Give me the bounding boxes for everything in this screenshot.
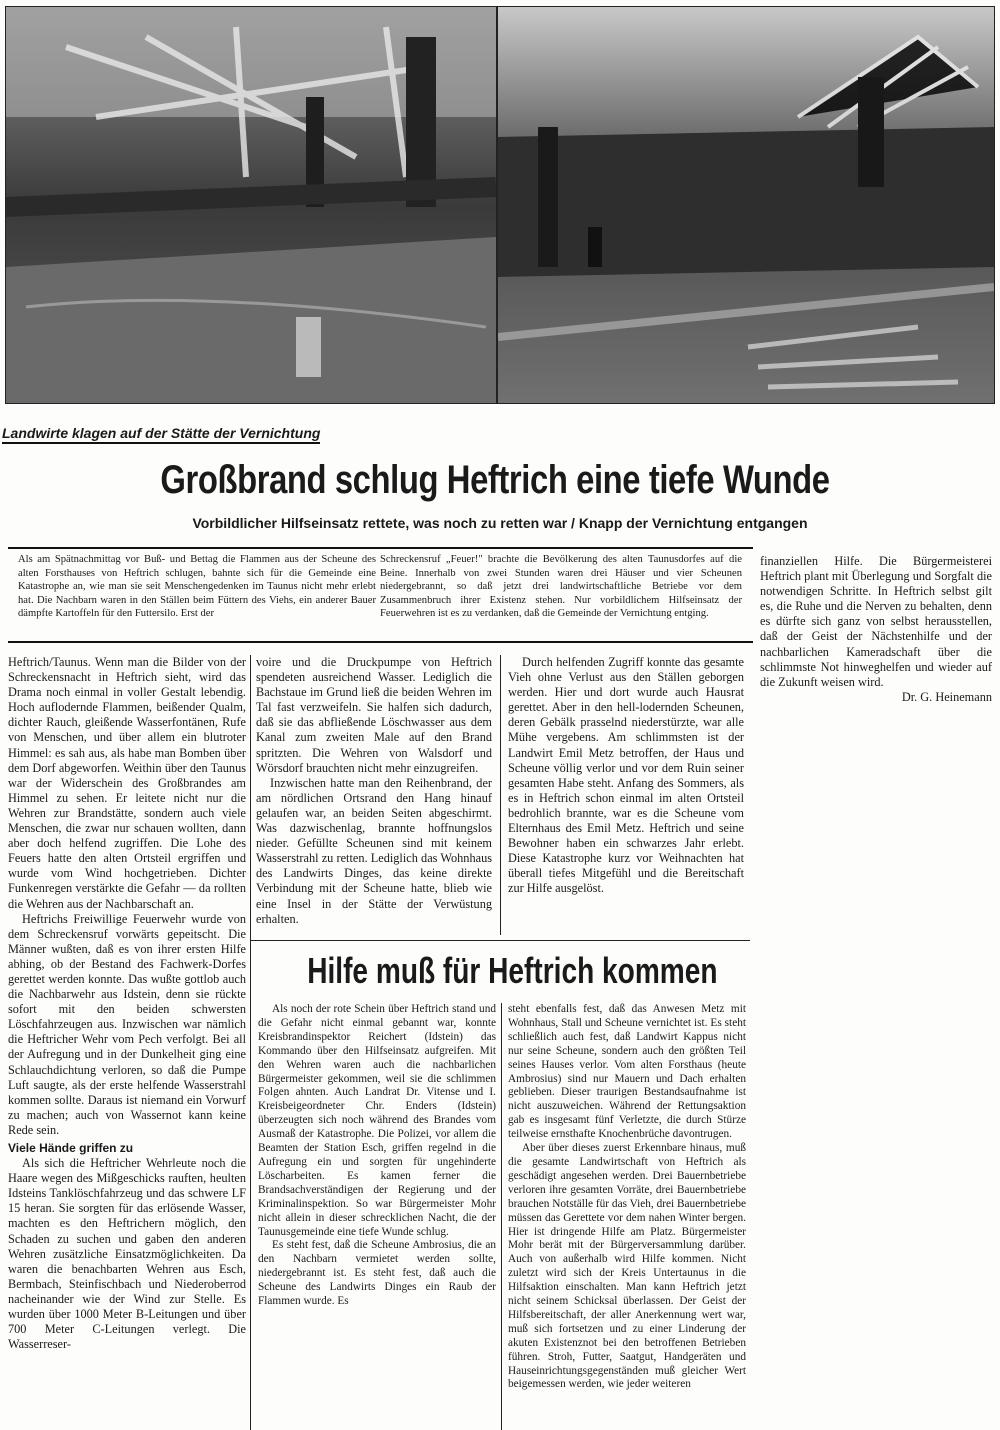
article1-col2-paragraph-2: Inzwischen hatte man den Reihenbrand, der am nördlichen Ortsrand den Hang hinauf gelaufen war, an beiden Seiten abgeschirmt. Was dazwischenlag, brannte hoffnungslos nieder. Gefüllte Scheunen sind mit keinem Wasserstrahl zu retten. Lediglich das Wohnhaus des Landwirts Dinges, das keine direkte Verbindung mit der Scheune hatte, blieb wie eine Insel in der Stätte der Verwüstung erhalten.	[256, 775, 492, 926]
column-rule-2	[500, 655, 501, 935]
article2-col2-paragraph-2: Aber über dieses zuerst Erkennbare hinaus, muß die gesamte Landwirtschaft von Heftrich als geschädigt angesehen werden. Drei Bauernbetriebe verloren ihre gesamten Vorräte, drei Bauernbetriebe brauchen Notställe für das Vieh, drei Bauernbetriebe müssen das Gerettete vor dem nahen Winter bergen. Hier ist dringende Hilfe am Platz. Bürgermeister Mohr berät mit der Bürgerversammlung darüber. Auch von außerhalb wird Hilfe kommen. Nicht zuletzt wird sich der Kreis Untertaunus in die Hilfsaktion einschalten. Man kann Heftrich jetzt nicht seinem Schicksal überlassen. Der Geist der Hilfsbereitschaft, der aller Anerkennung wert war, muß sich fortsetzen und zu einer Linderung der akuten Existenznot bei den betroffenen Betrieben führen. Stroh, Futter, Saatgut, Handgeräten und Hauseinrichtungsgegenständen muß gleicher Wert beigemessen werden, wie jeder weiteren	[508, 1142, 746, 1391]
article2-col1-paragraph-2: Es steht fest, daß die Scheune Ambrosius, die an den Nachbarn vermietet werden sollte, niedergebrannt ist. Es steht fest, daß auch die Scheune des Landwirts Dinges ein Raub der Flammen wurde. Es	[258, 1239, 496, 1308]
lead-column-2: Schreckensruf „Feuer!" brachte die Bevölkerung des alten Taunusdorfes auf die Beine. Innerhalb von zwei Stunden waren drei Häuser und vier Scheunen niedergebrannt, so daß jetzt drei landwirtschaftliche Betriebe vor dem Zusammenbruch ihrer Existenz stehen. Nur vorbildlichem Hilfseinsatz der Feuerwehren ist es zu verdanken, daß die Gemeinde der Vernichtung entging.	[380, 554, 742, 620]
page-headline: Großbrand schlug Heftrich eine tiefe Wunde	[160, 458, 830, 502]
column-rule-1	[250, 655, 251, 1430]
fire-ruins-photo-right	[497, 6, 995, 404]
right-column	[760, 554, 992, 705]
photo-right-image	[498, 7, 994, 403]
article2-headline: Hilfe muß für Heftrich kommen	[307, 950, 718, 991]
article1-col3-paragraph-1: Durch helfenden Zugriff konnte das gesamte Vieh ohne Verlust aus den Ställen geborgen werden. Hier und dort wurde auch Hausrat gerettet. Aber in den hell-lodernden Scheunen, deren Gebälk prasselnd niederstürzte, war alle Mühe vergebens. Am schlimmsten ist der Landwirt Emil Metz betroffen, der Haus und Scheune völlig verlor und vor dem Ruin seiner gesamten Habe steht. Anfang des Sommers, als es in Heftrich schon einmal im alten Ortsteil bedrohlich brannte, war es die Scheune vom Elternhaus des Emil Metz. Heftrich und seine Bewohner haben ein schwarzes Jahr erlebt. Diese Katastrophe kurz vor Weihnachten hat überall tiefes Mitgefühl und die Bereitschaft zur Hilfe ausgelöst.	[508, 655, 744, 896]
kicker-line: Landwirte klagen auf der Stätte der Vernichtung	[2, 425, 320, 444]
article1-col2-paragraph-1: voire und die Druckpumpe von Heftrich spendeten ausreichend Wasser. Lediglich die Bachstaue im Grund ließ die beiden Wehren im Tal fast verzweifeln. Sie halfen sich dadurch, daß sie das abfließende Löschwasser aus dem Kanal zum zweiten Male auf den Brand spritzten. Die Wehren von Walsdorf und Wörsdorf brauchten nicht mehr einzugreifen.	[256, 655, 492, 775]
column-rule-3	[501, 1003, 502, 1430]
article2-col2-paragraph-1: steht ebenfalls fest, daß das Anwesen Metz mit Wohnhaus, Stall und Scheune vernichtet ist. Es steht schließlich auch fest, daß Landwirt Kappus nicht nur seine Scheune, sondern auch den größten Teil seines Hauses verlor. Vom alten Forsthaus (heute Ambrosius) sind nur Mauern und Dach erhalten geblieben. Dieser traurigen Bestandsaufnahme ist nicht auszuweichen. Während der Rettungsaktion gab es insgesamt fünf Verletzte, die durch Stürze teilweise ernsthafte Knochenbrüche davontrugen.	[508, 1003, 746, 1141]
article1-column-3	[508, 655, 744, 897]
page-subheadline: Vorbildlicher Hilfseinsatz rettete, was noch zu retten war / Knapp der Vernichtung entgangen	[192, 515, 808, 531]
article1-paragraph-1: Heftrich/Taunus. Wenn man die Bilder von der Schreckensnacht in Heftrich sieht, wird das Drama noch einmal in voller Gestalt lebendig. Hoch auflodernde Flammen, beißender Qualm, dichter Rauch, gleißende Wasserfontänen, Rufe von Menschen, und über allem ein blutroter Himmel: es sah aus, als habe man Bomben über dem Dorf abgeworfen. Weithin über den Taunus war der Widerschein des Großbrandes am Himmel zu sehen. Er leitete nicht nur die Wehren zur Brandstätte, sondern auch viele Menschen, die zwar nur schauen wollten, dann aber doch helfend zugriffen. Die Lohe des Feuers hatte den alten Ortsteil ergriffen und wurde vom Wind hochgetrieben. Dichter Funkenregen verstärkte die Gefahr — da rollten die Wehren aus der Nachbarschaft an.	[8, 655, 246, 911]
article2-column-1	[258, 1003, 496, 1309]
article1-column-1	[8, 655, 246, 1352]
photo-left-image	[6, 7, 496, 403]
fire-ruins-photo-left	[5, 6, 497, 404]
article1-paragraph-2: Heftrichs Freiwillige Feuerwehr wurde von dem Schreckensruf vorwärts gepeitscht. Die Männer wußten, daß es von ihrer ersten Hilfe abhing, ob der Bestand des Fachwerk-Dorfes gerettet werden konnte. Das wußte gottlob auch die Nachbarwehr aus Idstein, denn sie rückte sofort mit den beiden schwersten Löschfahrzeugen aus. Inzwischen war nämlich die Heftricher Wehr vom Pech verfolgt. Bei all der Aufregung und in der Dunkelheit ging eine Schlauchdichtung verloren, so daß die Pumpe Luft saugte, als der erste helfende Wasserstrahl kommen sollte. Daraus ist niemand ein Vorwurf zu machen; auch von Wassernot kann keine Rede sein.	[8, 911, 246, 1137]
article1-column-2	[256, 655, 492, 927]
author-signature: Dr. G. Heinemann	[901, 689, 992, 704]
right-column-text: finanziellen Hilfe. Die Bürgermeisterei Heftrich plant mit Überlegung und Sorgfalt die notwendigen Schritte. In Heftrich selbst gilt es, die Ruhe und die Nerven zu behalten, denn es dürfte sich ganz von selbst herausstellen, daß der Geist der Nächstenhilfe und der nachbarlichen Kameradschaft über die schlimmste Not hinweghelfen und wieder auf die Zukunft weisen wird.	[760, 554, 992, 689]
article2-col1-paragraph-1: Als noch der rote Schein über Heftrich stand und die Gefahr nicht einmal gebannt war, konnte Kreisbrandinspektor Reichert (Idstein) das Kommando über den Hilfseinsatz aufgreifen. Mit den Wehren waren auch die nachbarlichen Bürgermeister gekommen, weil sie die schlimmen Folgen ahnten. Auch Landrat Dr. Vitense und I. Kreisbeigeordneter Chr. Enders (Idstein) überzeugten sich noch während des Brandes vom Ausmaß der Katastrophe. Die Polizei, vor allem die Beamten der Station Esch, griffen regelnd in die Aufregung ein und sorgten für ungehinderte Löscharbeiten. Es kamen ferner die Brandsachverständigen der Regierung und der Kriminalinspektion. So war Bürgermeister Mohr nicht allein in dieser schrecklichen Nacht, die der Taunusgemeinde eine tiefe Wunde schlug.	[258, 1003, 496, 1238]
article-separator	[250, 940, 750, 941]
article1-subhead: Viele Hände griffen zu	[8, 1141, 134, 1155]
lead-column-1: Als am Spätnachmittag vor Buß- und Bettag die Flammen aus der Scheune des alten Forsthauses von Heftrich schlugen, bahnte sich für die Gemeinde eine Katastrophe an, wie man sie seit Menschengedenken im Taunus nicht mehr erlebt hat. Die Nachbarn waren in den Ställen beim Füttern des Viehs, ein anderer Bauer dämpfte Kartoffeln für den Futtersilo. Erst der	[18, 554, 376, 620]
lead-box	[8, 547, 753, 643]
article1-paragraph-3: Als sich die Heftricher Wehrleute noch die Haare wegen des Mißgeschicks rauften, heulten Idsteins Tanklöschfahrzeug und das schwere LF 15 heran. Sie sorgten für das erlösende Wasser, machten es den Heftrichern möglich, den Schaden zu suchen und gaben den anderen Wehren zusätzliche Einsatzmöglichkeiten. Da waren die benachbarten Wehren aus Esch, Bermbach, Steinfischbach und Niederoberrod nacheinander wie der Wind zur Stelle. Es wurden über 1000 Meter B-Leitungen und über 700 Meter C-Leitungen verlegt. Die Wasserreser-	[8, 1156, 246, 1352]
article2-column-2	[508, 1003, 746, 1392]
